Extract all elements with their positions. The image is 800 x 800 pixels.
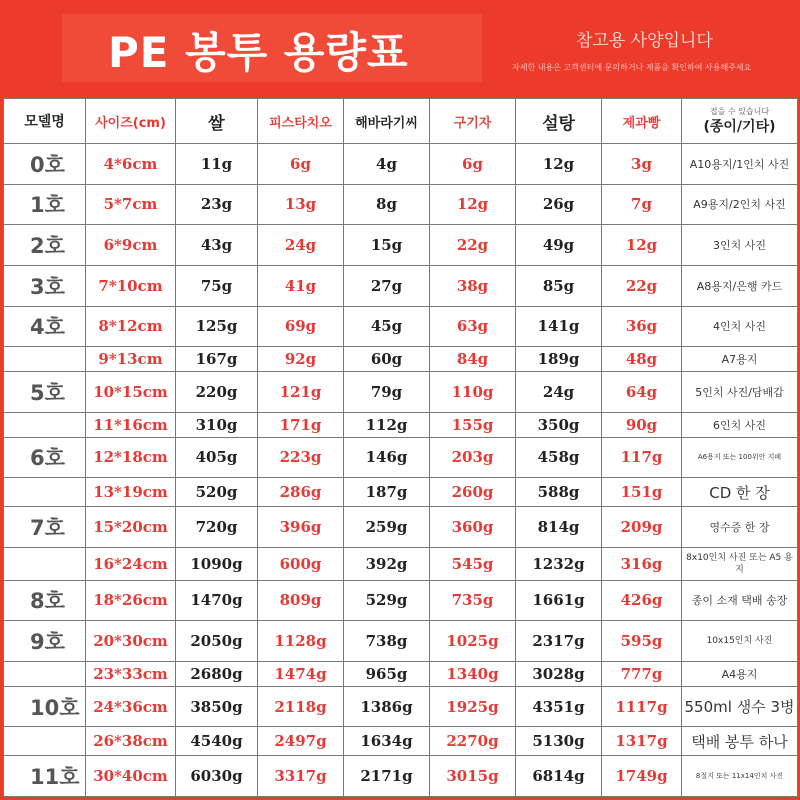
sunflower-cell: 529g [344, 580, 430, 621]
bread-cell: 316g [602, 547, 682, 580]
capacity-table [3, 98, 798, 797]
model-cell: 4호 [4, 306, 86, 347]
rice-cell: 1470g [176, 580, 258, 621]
goji-cell: 203g [430, 437, 516, 478]
goji-cell: 22g [430, 225, 516, 266]
note-cell: 10x15인치 사진 [682, 621, 798, 662]
header-sunflower: 해바라기씨 [344, 99, 430, 144]
bread-cell: 151g [602, 478, 682, 507]
bread-cell: 12g [602, 225, 682, 266]
size-cell: 16*24cm [86, 547, 176, 580]
table-row [4, 437, 798, 478]
table-row [4, 225, 798, 266]
goji-cell: 360g [430, 507, 516, 548]
sunflower-cell: 15g [344, 225, 430, 266]
goji-cell: 1925g [430, 686, 516, 727]
rice-cell: 6030g [176, 756, 258, 797]
sunflower-cell: 4g [344, 144, 430, 185]
page-title: PE 봉투 용량표 [108, 28, 409, 77]
header-sugar: 설탕 [516, 99, 602, 144]
sugar-cell: 458g [516, 437, 602, 478]
sunflower-cell: 738g [344, 621, 430, 662]
bread-cell: 64g [602, 372, 682, 413]
rice-cell: 2050g [176, 621, 258, 662]
rice-cell: 4540g [176, 727, 258, 756]
model-cell: 1호 [4, 184, 86, 225]
size-cell: 26*38cm [86, 727, 176, 756]
model-cell: 5호 [4, 372, 86, 413]
table-row [4, 727, 798, 756]
bread-cell: 1117g [602, 686, 682, 727]
bread-cell: 209g [602, 507, 682, 548]
pistachio-cell: 121g [258, 372, 344, 413]
goji-cell: 63g [430, 306, 516, 347]
pistachio-cell: 3317g [258, 756, 344, 797]
size-cell: 18*26cm [86, 580, 176, 621]
model-cell: 3호 [4, 265, 86, 306]
header-goji: 구기자 [430, 99, 516, 144]
rice-cell: 520g [176, 478, 258, 507]
goji-cell: 110g [430, 372, 516, 413]
goji-cell: 260g [430, 478, 516, 507]
sunflower-cell: 79g [344, 372, 430, 413]
pistachio-cell: 2118g [258, 686, 344, 727]
note-cell: 8절지 또는 11x14인치 사진 [682, 756, 798, 797]
pistachio-cell: 1474g [258, 661, 344, 686]
pistachio-cell: 809g [258, 580, 344, 621]
goji-cell: 84g [430, 347, 516, 372]
bread-cell: 48g [602, 347, 682, 372]
sugar-cell: 814g [516, 507, 602, 548]
pistachio-cell: 6g [258, 144, 344, 185]
size-cell: 23*33cm [86, 661, 176, 686]
size-cell: 24*36cm [86, 686, 176, 727]
sugar-cell: 1232g [516, 547, 602, 580]
model-cell: 11호 [4, 756, 86, 797]
sunflower-cell: 187g [344, 478, 430, 507]
rice-cell: 167g [176, 347, 258, 372]
note-cell: A6용지 또는 100위안 지폐 [682, 437, 798, 478]
header-misc [682, 99, 798, 144]
sugar-cell: 24g [516, 372, 602, 413]
model-cell [4, 347, 86, 372]
note-cell: A9용지/2인치 사진 [682, 184, 798, 225]
table-row [4, 580, 798, 621]
size-cell: 30*40cm [86, 756, 176, 797]
table-row [4, 661, 798, 686]
model-cell: 8호 [4, 580, 86, 621]
model-cell: 10호 [4, 686, 86, 727]
note-cell: A10용지/1인치 사진 [682, 144, 798, 185]
bread-cell: 36g [602, 306, 682, 347]
goji-cell: 1025g [430, 621, 516, 662]
note-cell: 영수증 한 장 [682, 507, 798, 548]
note-cell: 종이 소재 택배 송장 [682, 580, 798, 621]
pistachio-cell: 1128g [258, 621, 344, 662]
sugar-cell: 5130g [516, 727, 602, 756]
size-cell: 11*16cm [86, 412, 176, 437]
size-cell: 8*12cm [86, 306, 176, 347]
sunflower-cell: 965g [344, 661, 430, 686]
bread-cell: 1749g [602, 756, 682, 797]
size-cell: 7*10cm [86, 265, 176, 306]
goji-cell: 1340g [430, 661, 516, 686]
goji-cell: 545g [430, 547, 516, 580]
rice-cell: 2680g [176, 661, 258, 686]
sugar-cell: 12g [516, 144, 602, 185]
note-cell: 8x10인치 사진 또는 A5 용지 [682, 547, 798, 580]
size-cell: 13*19cm [86, 478, 176, 507]
table-row [4, 507, 798, 548]
table-row [4, 621, 798, 662]
sunflower-cell: 1634g [344, 727, 430, 756]
sunflower-cell: 112g [344, 412, 430, 437]
sugar-cell: 350g [516, 412, 602, 437]
sunflower-cell: 27g [344, 265, 430, 306]
pistachio-cell: 286g [258, 478, 344, 507]
table-row [4, 686, 798, 727]
size-cell: 4*6cm [86, 144, 176, 185]
pistachio-cell: 600g [258, 547, 344, 580]
sugar-cell: 189g [516, 347, 602, 372]
capacity-table-container [3, 98, 797, 797]
note-cell: A4용지 [682, 661, 798, 686]
goji-cell: 735g [430, 580, 516, 621]
note-cell: 4인치 사진 [682, 306, 798, 347]
pistachio-cell: 396g [258, 507, 344, 548]
size-cell: 20*30cm [86, 621, 176, 662]
header-pistachio: 피스타치오 [258, 99, 344, 144]
goji-cell: 12g [430, 184, 516, 225]
goji-cell: 6g [430, 144, 516, 185]
header-misc-top: 접을 수 있습니다 [709, 106, 770, 116]
table-row [4, 347, 798, 372]
pistachio-cell: 2497g [258, 727, 344, 756]
pistachio-cell: 13g [258, 184, 344, 225]
note-cell: 6인치 사진 [682, 412, 798, 437]
sugar-cell: 85g [516, 265, 602, 306]
table-row [4, 756, 798, 797]
header-model: 모델명 [4, 99, 86, 144]
table-row [4, 306, 798, 347]
model-cell [4, 547, 86, 580]
table-row [4, 184, 798, 225]
bread-cell: 7g [602, 184, 682, 225]
header-size: 사이즈(cm) [86, 99, 176, 144]
sugar-cell: 26g [516, 184, 602, 225]
table-row [4, 412, 798, 437]
table-row [4, 265, 798, 306]
sunflower-cell: 45g [344, 306, 430, 347]
note-cell: 택배 봉투 하나 [682, 727, 798, 756]
table-row [4, 547, 798, 580]
bread-cell: 90g [602, 412, 682, 437]
sugar-cell: 1661g [516, 580, 602, 621]
pistachio-cell: 41g [258, 265, 344, 306]
sugar-cell: 49g [516, 225, 602, 266]
note-cell: 550ml 생수 3병 [682, 686, 798, 727]
pistachio-cell: 69g [258, 306, 344, 347]
bread-cell: 22g [602, 265, 682, 306]
sunflower-cell: 2171g [344, 756, 430, 797]
note-cell: A7용지 [682, 347, 798, 372]
header-banner [0, 0, 800, 98]
model-cell [4, 412, 86, 437]
table-row [4, 372, 798, 413]
sugar-cell: 4351g [516, 686, 602, 727]
pistachio-cell: 92g [258, 347, 344, 372]
model-cell: 0호 [4, 144, 86, 185]
size-cell: 15*20cm [86, 507, 176, 548]
pistachio-cell: 223g [258, 437, 344, 478]
goji-cell: 3015g [430, 756, 516, 797]
sunflower-cell: 392g [344, 547, 430, 580]
model-cell: 2호 [4, 225, 86, 266]
model-cell [4, 478, 86, 507]
size-cell: 6*9cm [86, 225, 176, 266]
bread-cell: 595g [602, 621, 682, 662]
model-cell [4, 727, 86, 756]
header-rice: 쌀 [176, 99, 258, 144]
sugar-cell: 3028g [516, 661, 602, 686]
rice-cell: 1090g [176, 547, 258, 580]
note-cell: CD 한 장 [682, 478, 798, 507]
header-misc-label: (종이/기타) [703, 118, 776, 135]
size-cell: 5*7cm [86, 184, 176, 225]
note-cell: A8용지/은행 카드 [682, 265, 798, 306]
rice-cell: 125g [176, 306, 258, 347]
sunflower-cell: 259g [344, 507, 430, 548]
rice-cell: 11g [176, 144, 258, 185]
rice-cell: 720g [176, 507, 258, 548]
bread-cell: 1317g [602, 727, 682, 756]
note-cell: 3인치 사진 [682, 225, 798, 266]
bread-cell: 426g [602, 580, 682, 621]
goji-cell: 38g [430, 265, 516, 306]
bread-cell: 777g [602, 661, 682, 686]
model-cell [4, 661, 86, 686]
model-cell: 7호 [4, 507, 86, 548]
bread-cell: 3g [602, 144, 682, 185]
reference-note: 참고용 사양입니다 [576, 31, 713, 51]
sunflower-cell: 1386g [344, 686, 430, 727]
sugar-cell: 588g [516, 478, 602, 507]
goji-cell: 155g [430, 412, 516, 437]
model-cell: 6호 [4, 437, 86, 478]
size-cell: 10*15cm [86, 372, 176, 413]
sugar-cell: 6814g [516, 756, 602, 797]
rice-cell: 220g [176, 372, 258, 413]
model-cell: 9호 [4, 621, 86, 662]
size-cell: 9*13cm [86, 347, 176, 372]
sunflower-cell: 60g [344, 347, 430, 372]
table-row [4, 144, 798, 185]
pistachio-cell: 24g [258, 225, 344, 266]
table-body [4, 144, 798, 797]
header-bread: 제과빵 [602, 99, 682, 144]
sugar-cell: 141g [516, 306, 602, 347]
reference-subnote: 자세한 내용은 고객센터에 문의하거나 제품을 확인하여 사용해주세요 [512, 63, 752, 72]
table-row [4, 478, 798, 507]
pistachio-cell: 171g [258, 412, 344, 437]
rice-cell: 405g [176, 437, 258, 478]
rice-cell: 75g [176, 265, 258, 306]
goji-cell: 2270g [430, 727, 516, 756]
table-header-row [4, 99, 798, 144]
bread-cell: 117g [602, 437, 682, 478]
sunflower-cell: 146g [344, 437, 430, 478]
rice-cell: 310g [176, 412, 258, 437]
sunflower-cell: 8g [344, 184, 430, 225]
note-cell: 5인치 사진/담배갑 [682, 372, 798, 413]
rice-cell: 23g [176, 184, 258, 225]
size-cell: 12*18cm [86, 437, 176, 478]
rice-cell: 43g [176, 225, 258, 266]
sugar-cell: 2317g [516, 621, 602, 662]
rice-cell: 3850g [176, 686, 258, 727]
